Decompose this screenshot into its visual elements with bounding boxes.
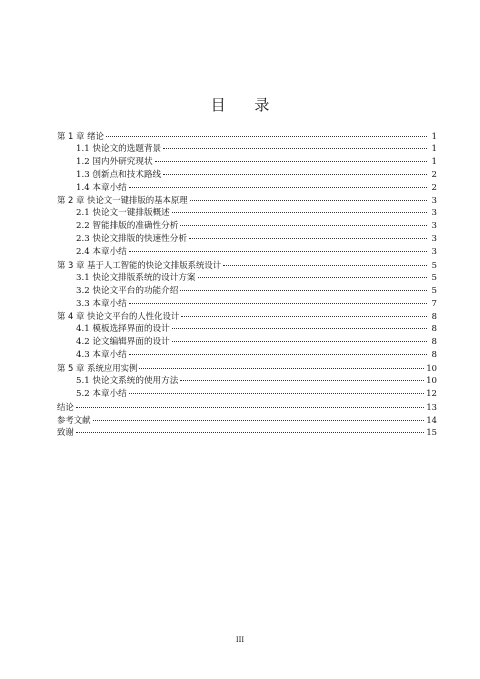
toc-entry-text: 2.3 快论文排版的快速性分析	[76, 234, 187, 245]
toc-entry-text: 1.2 国内外研究现状	[76, 156, 153, 167]
toc-page-number: 1	[431, 143, 437, 154]
toc-entry-text: 参考文献	[57, 414, 91, 425]
toc-page-number: 2	[431, 169, 437, 180]
toc-chapter-entry[interactable]	[57, 130, 437, 143]
toc-entry-text: 4.1 模板选择界面的设计	[76, 324, 170, 335]
dot-leader	[129, 354, 427, 355]
toc-entry-text: 第 1 章 绪论	[57, 131, 104, 141]
toc-entry-text: 4.3 本章小结	[76, 350, 127, 361]
toc-section-entry[interactable]	[57, 143, 437, 156]
toc-section-entry[interactable]	[57, 169, 437, 182]
toc-entry-text: 第 4 章 快论文平台的人性化设计	[57, 311, 180, 322]
dot-leader	[129, 187, 427, 188]
toc-section-entry[interactable]	[57, 323, 437, 336]
dot-leader	[93, 420, 425, 421]
toc-page-number: 8	[431, 350, 437, 361]
toc-page-number: 3	[431, 195, 437, 206]
dot-leader	[76, 432, 425, 433]
dot-leader	[172, 212, 427, 213]
toc-entry-text: 5.2 本章小结	[76, 388, 127, 399]
toc-entry-text: 1.3 创新点和技术路线	[76, 169, 162, 180]
dot-leader	[180, 380, 424, 381]
toc-page-number: 13	[426, 401, 437, 412]
dot-leader	[163, 174, 427, 175]
toc-section-entry[interactable]	[57, 233, 437, 246]
toc-section-entry[interactable]	[57, 336, 437, 349]
toc-page-number: 8	[431, 311, 437, 322]
toc-page-number: 1	[431, 156, 437, 167]
page-number-footer: III	[235, 636, 245, 644]
toc-chapter-entry[interactable]	[57, 194, 437, 207]
dot-leader	[129, 303, 427, 304]
toc-page-number: 14	[426, 414, 437, 425]
toc-section-entry[interactable]	[57, 182, 437, 195]
dot-leader	[106, 136, 427, 137]
dot-leader	[155, 161, 427, 162]
toc-entry-text: 3.3 本章小结	[76, 298, 127, 309]
toc-page-number: 1	[431, 131, 437, 141]
dot-leader	[139, 368, 424, 369]
toc-entry-text: 4.2 论文编辑界面的设计	[76, 337, 170, 348]
dot-leader	[76, 407, 425, 408]
toc-page-number: 8	[431, 337, 437, 348]
toc-section-entry[interactable]	[57, 375, 437, 388]
toc-entry-text: 3.2 快论文平台的功能介绍	[76, 285, 179, 296]
toc-section-entry[interactable]	[57, 156, 437, 169]
toc-chapter-entry[interactable]	[57, 310, 437, 323]
dot-leader	[198, 277, 427, 278]
toc-page-number: 3	[431, 208, 437, 219]
toc-section-entry[interactable]	[57, 349, 437, 362]
toc-section-entry[interactable]	[57, 285, 437, 298]
dot-leader	[223, 265, 427, 266]
toc-entry-text: 2.4 本章小结	[76, 247, 127, 258]
toc-page-number: 2	[431, 182, 437, 193]
toc-page-number: 8	[431, 324, 437, 335]
dot-leader	[172, 328, 427, 329]
toc-section-entry[interactable]	[57, 388, 437, 401]
dot-leader	[189, 238, 427, 239]
toc-chapter-entry[interactable]	[57, 362, 437, 375]
toc-page-number: 3	[431, 221, 437, 232]
dot-leader	[180, 225, 427, 226]
dot-leader	[190, 200, 427, 201]
toc-section-entry[interactable]	[57, 298, 437, 311]
toc-chapter-entry[interactable]	[57, 414, 437, 427]
toc-chapter-entry[interactable]	[57, 426, 437, 439]
dot-leader	[172, 341, 427, 342]
toc-entry-text: 致谢	[57, 427, 74, 438]
toc-chapter-entry[interactable]	[57, 401, 437, 414]
toc-entry-text: 第 2 章 快论文一键排版的基本原理	[57, 195, 188, 206]
toc-page-number: 10	[426, 363, 437, 374]
toc-page-number: 3	[431, 247, 437, 258]
toc-entry-text: 第 5 章 系统应用实例	[57, 363, 138, 374]
toc-title: 目 录	[210, 96, 282, 114]
toc-entry-text: 结论	[57, 401, 74, 412]
toc-page-number: 3	[431, 234, 437, 245]
dot-leader	[129, 251, 427, 252]
table-of-contents	[57, 130, 437, 439]
toc-section-entry[interactable]	[57, 220, 437, 233]
dot-leader	[163, 148, 427, 149]
toc-chapter-entry[interactable]	[57, 259, 437, 272]
toc-section-entry[interactable]	[57, 207, 437, 220]
toc-section-entry[interactable]	[57, 272, 437, 285]
toc-page-number: 7	[431, 298, 437, 309]
dot-leader	[181, 316, 427, 317]
toc-entry-text: 第 3 章 基于人工智能的快论文排版系统设计	[57, 259, 222, 270]
toc-entry-text: 2.2 智能排版的准确性分析	[76, 221, 179, 232]
dot-leader	[180, 290, 427, 291]
toc-page-number: 5	[431, 259, 437, 270]
toc-page-number: 5	[431, 285, 437, 296]
toc-page-number: 15	[426, 427, 437, 438]
toc-entry-text: 3.1 快论文排版系统的设计方案	[76, 272, 196, 283]
toc-section-entry[interactable]	[57, 246, 437, 259]
toc-page-number: 12	[426, 388, 437, 399]
toc-page-number: 5	[431, 272, 437, 283]
toc-page-number: 10	[426, 375, 437, 386]
dot-leader	[129, 393, 424, 394]
toc-entry-text: 1.1 快论文的选题背景	[76, 143, 162, 154]
toc-entry-text: 1.4 本章小结	[76, 182, 127, 193]
toc-entry-text: 2.1 快论文一键排版概述	[76, 208, 170, 219]
toc-entry-text: 5.1 快论文系统的使用方法	[76, 375, 179, 386]
